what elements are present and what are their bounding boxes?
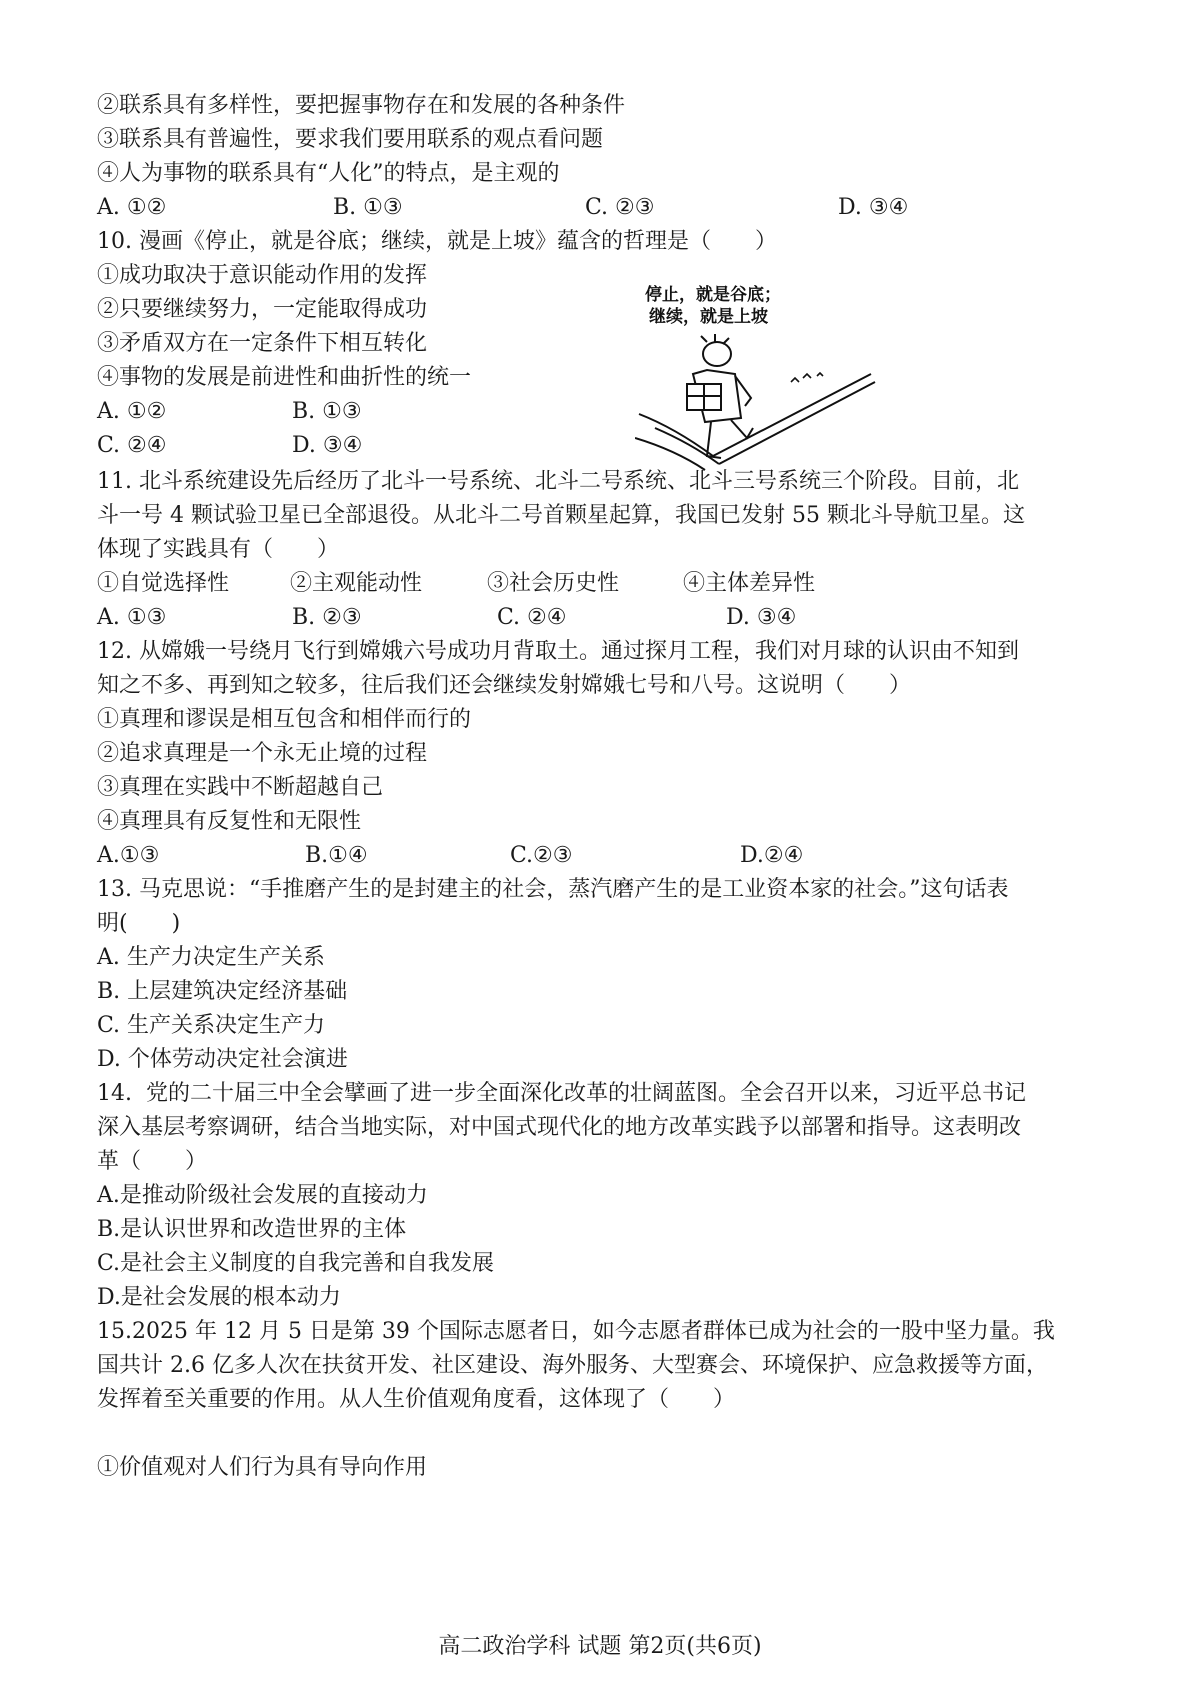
q13-choice-a: A. 生产力决定生产关系 [97,945,325,970]
birds-icon [791,373,823,382]
q14-stem-line-3: 革（ ） [97,1149,208,1174]
q15-stem-line-3: 发挥着至关重要的作用。从人生价值观角度看，这体现了（ ） [97,1387,736,1412]
climbing-man-cartoon [635,278,885,478]
q9-statement-4: ④人为事物的联系具有“人化”的特点，是主观的 [97,161,560,186]
q9-statement-3: ③联系具有普遍性，要求我们要用联系的观点看问题 [97,127,604,152]
q11-statement-2: ②主观能动性 [290,571,423,596]
q10-statement-2: ②只要继续努力，一定能取得成功 [97,297,428,322]
q9-option-c: C. ②③ [585,195,655,220]
q13-stem-line-2: 明( ) [97,911,181,936]
q11-stem-line-3: 体现了实践具有（ ） [97,537,340,562]
q10-statement-3: ③矛盾双方在一定条件下相互转化 [97,331,428,356]
q13-choice-d: D. 个体劳动决定社会演进 [97,1047,348,1072]
q11-option-b: B. ②③ [292,605,362,630]
cartoon-caption-line-1: 停止，就是谷底； [645,285,781,305]
q10-statement-1: ①成功取决于意识能动作用的发挥 [97,263,428,288]
q10-statement-4: ④事物的发展是前进性和曲折性的统一 [97,365,472,390]
q12-statement-3: ③真理在实践中不断超越自己 [97,775,384,800]
q11-statement-1: ①自觉选择性 [97,571,230,596]
q14-choice-d: D.是社会发展的根本动力 [97,1285,341,1310]
q13-stem-line-1: 13. 马克思说：“手推磨产生的是封建主的社会，蒸汽磨产生的是工业资本家的社会。”这句话表 [97,877,1009,902]
slope-lines-icon [635,374,875,470]
q11-stem-line-2: 斗一号 4 颗试验卫星已全部退役。从北斗二号首颗星起算，我国已发射 55 颗北斗导航卫星。这 [97,503,1025,528]
q14-choice-c: C.是社会主义制度的自我完善和自我发展 [97,1251,495,1276]
q14-choice-b: B.是认识世界和改造世界的主体 [97,1217,407,1242]
q12-stem-line-2: 知之不多、再到知之较多，往后我们还会继续发射嫦娥七号和八号。这说明（ ） [97,673,912,698]
q12-option-b: B.①④ [305,843,368,868]
q12-statement-4: ④真理具有反复性和无限性 [97,809,362,834]
q11-stem-line-1: 11. 北斗系统建设先后经历了北斗一号系统、北斗二号系统、北斗三号系统三个阶段。目前，北 [97,469,1019,494]
q13-choice-b: B. 上层建筑决定经济基础 [97,979,348,1004]
q9-option-b: B. ①③ [333,195,403,220]
q11-statement-4: ④主体差异性 [683,571,816,596]
q15-statement-1: ①价值观对人们行为具有导向作用 [97,1455,428,1480]
q12-option-d: D.②④ [740,843,804,868]
q9-statement-2: ②联系具有多样性，要把握事物存在和发展的各种条件 [97,93,626,118]
q15-stem-line-2: 国共计 2.6 亿多人次在扶贫开发、社区建设、海外服务、大型赛会、环境保护、应急救援等方面， [97,1353,1048,1378]
q10-option-b: B. ①③ [292,399,362,424]
q14-stem-line-2: 深入基层考察调研，结合当地实际，对中国式现代化的地方改革实践予以部署和指导。这表明改 [97,1115,1022,1140]
q10-option-d: D. ③④ [292,433,363,458]
q10-option-c: C. ②④ [97,433,167,458]
q11-option-d: D. ③④ [726,605,797,630]
q11-option-a: A. ①③ [97,605,167,630]
q12-statement-2: ②追求真理是一个永无止境的过程 [97,741,428,766]
q13-choice-c: C. 生产关系决定生产力 [97,1013,326,1038]
q10-option-a: A. ①② [97,399,167,424]
q10-stem: 10. 漫画《停止，就是谷底；继续，就是上坡》蕴含的哲理是（ ） [97,229,777,254]
q12-statement-1: ①真理和谬误是相互包含和相伴而行的 [97,707,472,732]
q12-option-a: A.①③ [97,843,160,868]
page-footer: 高二政治学科 试题 第2页(共6页) [438,1634,762,1659]
q14-stem-line-1: 14. 党的二十届三中全会擘画了进一步全面深化改革的壮阔蓝图。全会召开以来，习近平总书记 [97,1081,1026,1106]
q11-statement-3: ③社会历史性 [487,571,620,596]
q12-stem-line-1: 12. 从嫦娥一号绕月飞行到嫦娥六号成功月背取土。通过探月工程，我们对月球的认识由不知到 [97,639,1019,664]
cartoon-caption-line-2: 继续，就是上坡 [649,307,768,327]
q9-option-a: A. ①② [97,195,167,220]
q15-stem-line-1: 15.2025 年 12 月 5 日是第 39 个国际志愿者日，如今志愿者群体已成为社会的一股中坚力量。我 [97,1319,1055,1344]
q11-option-c: C. ②④ [497,605,567,630]
q14-choice-a: A.是推动阶级社会发展的直接动力 [97,1183,428,1208]
q12-option-c: C.②③ [510,843,573,868]
q9-option-d: D. ③④ [838,195,909,220]
